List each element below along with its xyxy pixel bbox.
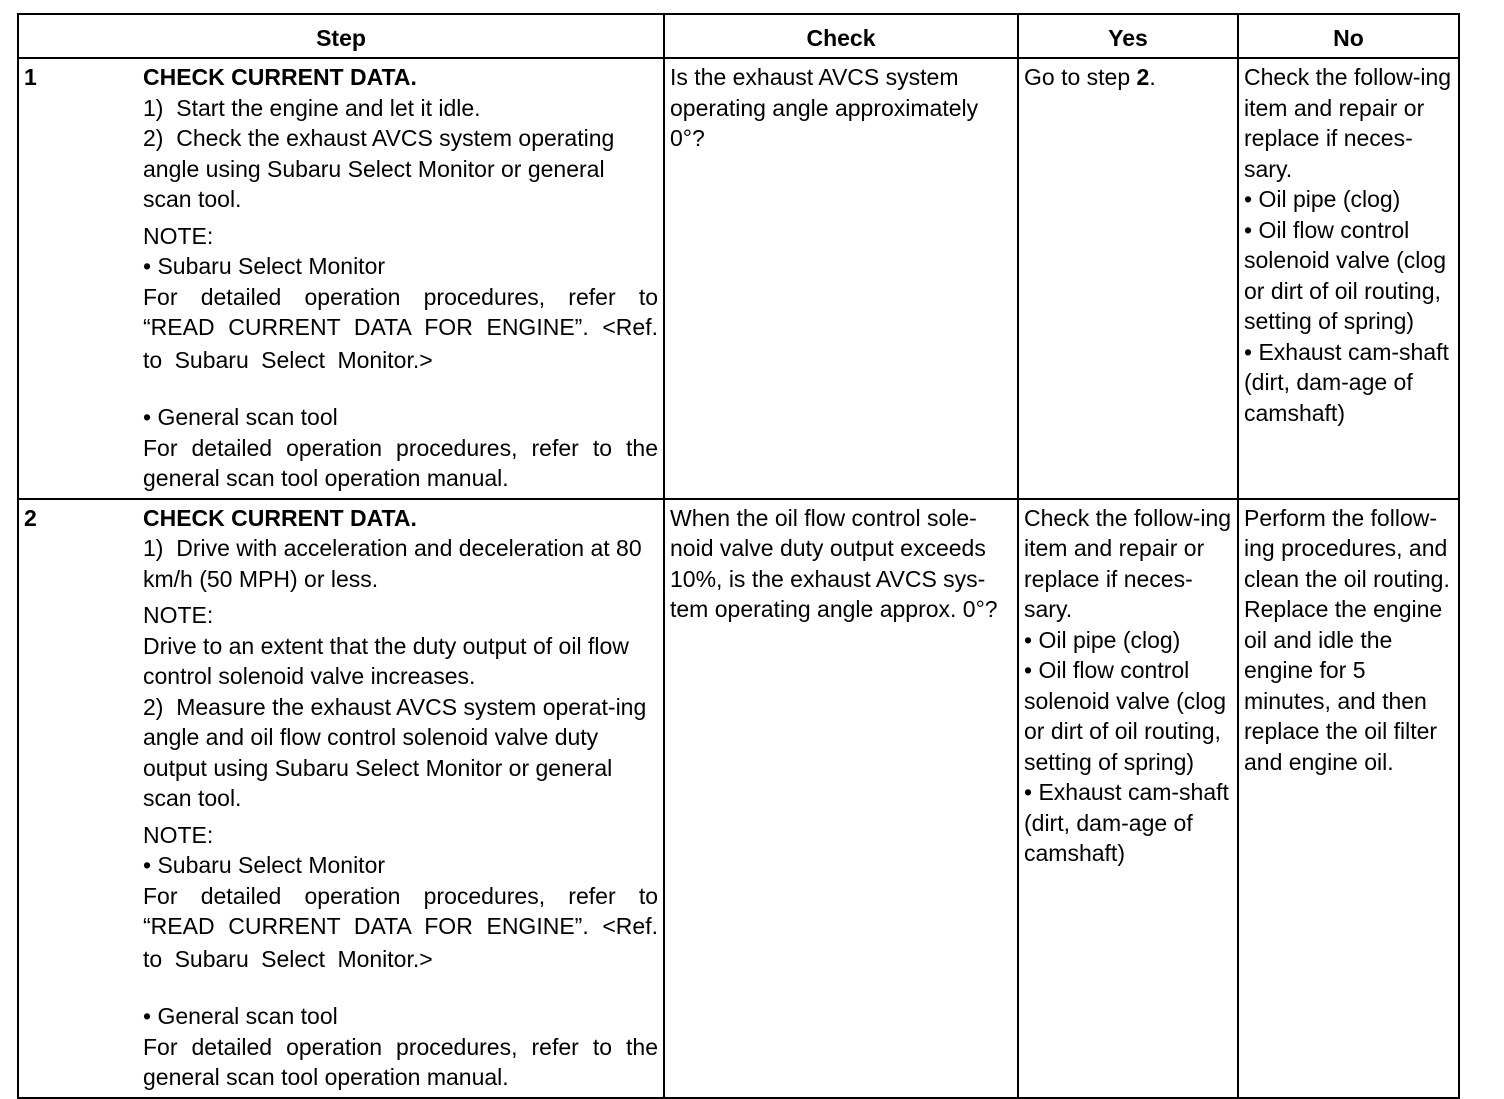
- no-cell: [1238, 499, 1459, 1098]
- yes-intro: Check the follow-ing item and repair or replace if neces-sary.: [1024, 504, 1232, 622]
- bullet-item: • Oil flow control solenoid valve (clog or dirt of oil routing, setting of spring): [1244, 215, 1453, 337]
- step-instruction: 1) Drive with acceleration and deceleration at 80 km/h (50 MPH) or less.: [143, 535, 642, 592]
- note-text: “READ CURRENT DATA FOR ENGINE”. <Ref.: [143, 314, 658, 340]
- yes-step-link: 2: [1136, 64, 1150, 90]
- bullet-item: • Oil pipe (clog): [1244, 184, 1453, 215]
- step-instruction: 1) Start the engine and let it idle.: [143, 94, 481, 121]
- spacer: [143, 375, 658, 402]
- header-yes: Yes: [1018, 14, 1238, 58]
- note-text: For detailed operation procedures, refer to: [143, 283, 658, 310]
- note-text: For detailed operation procedures, refer to the: [143, 434, 658, 461]
- table-row: [18, 58, 1459, 499]
- diagnostic-table: [17, 13, 1460, 1099]
- check-cell: [664, 499, 1018, 1098]
- yes-cell: [1018, 58, 1238, 499]
- step-title: CHECK CURRENT DATA.: [143, 64, 417, 90]
- header-step: Step: [18, 14, 664, 58]
- no-text: Perform the follow-ing procedures, and clean the oil routing.: [1244, 504, 1450, 592]
- note-text: to Subaru Select Monitor.>: [143, 945, 433, 972]
- note-text: general scan tool operation manual.: [143, 1064, 509, 1090]
- table-row: [18, 499, 1459, 1098]
- yes-cell: [1018, 499, 1238, 1098]
- bullet-item: • Exhaust cam-shaft (dirt, dam-age of camshaft): [1244, 337, 1453, 429]
- step-instruction: 2) Measure the exhaust AVCS system operat-ing angle and oil flow control solenoid valve duty output using Subaru Select Monitor or general scan tool.: [143, 693, 647, 811]
- note-label: NOTE:: [143, 602, 214, 628]
- no-intro: Check the follow-ing item and repair or replace if neces-sary.: [1244, 64, 1452, 182]
- bullet-item: • Exhaust cam-shaft (dirt, dam-age of camshaft): [1024, 777, 1232, 869]
- no-cell: [1238, 58, 1459, 499]
- note-text: “READ CURRENT DATA FOR ENGINE”. <Ref.: [143, 913, 658, 939]
- check-text: Is the exhaust AVCS system operating angle approximately 0°?: [670, 64, 979, 151]
- header-no: No: [1238, 14, 1459, 58]
- bullet-item: • Oil flow control solenoid valve (clog or dirt of oil routing, setting of spring): [1024, 655, 1232, 777]
- note-text: Drive to an extent that the duty output of oil flow control solenoid valve increases.: [143, 632, 629, 689]
- yes-text: [1024, 62, 1232, 93]
- yes-prefix: Go to step: [1024, 64, 1137, 90]
- note-label: NOTE:: [143, 222, 214, 249]
- step-number: 1: [24, 64, 37, 90]
- note-text: to Subaru Select Monitor.>: [143, 346, 433, 373]
- note-text: For detailed operation procedures, refer to: [143, 882, 658, 909]
- step-title: CHECK CURRENT DATA.: [143, 504, 417, 531]
- note-text: general scan tool operation manual.: [143, 465, 509, 491]
- note-label: NOTE:: [143, 821, 214, 848]
- no-text: Replace the engine oil and idle the engine for 5 minutes, and then replace the oil filter and engine oil.: [1244, 596, 1443, 775]
- bullet-item: • Oil pipe (clog): [1024, 625, 1232, 656]
- check-cell: [664, 58, 1018, 499]
- bullet-item: • Subaru Select Monitor: [143, 251, 658, 282]
- bullet-item: • Subaru Select Monitor: [143, 850, 658, 881]
- bullet-item: • General scan tool: [143, 1001, 658, 1032]
- step-cell: [18, 58, 664, 499]
- note-text: For detailed operation procedures, refer to the: [143, 1033, 658, 1060]
- header-check: Check: [664, 14, 1018, 58]
- step-cell: [18, 499, 664, 1098]
- yes-suffix: .: [1149, 64, 1156, 90]
- header-row: [18, 14, 1459, 58]
- check-text: When the oil flow control sole-noid valve duty output exceeds 10%, is the exhaust AVCS sys-tem operating angle approx. 0°?: [670, 504, 998, 622]
- spacer: [143, 974, 658, 1001]
- step-number: 2: [24, 504, 37, 531]
- bullet-item: • General scan tool: [143, 402, 658, 433]
- step-instruction: 2) Check the exhaust AVCS system operating angle using Subaru Select Monitor or general scan tool.: [143, 125, 615, 212]
